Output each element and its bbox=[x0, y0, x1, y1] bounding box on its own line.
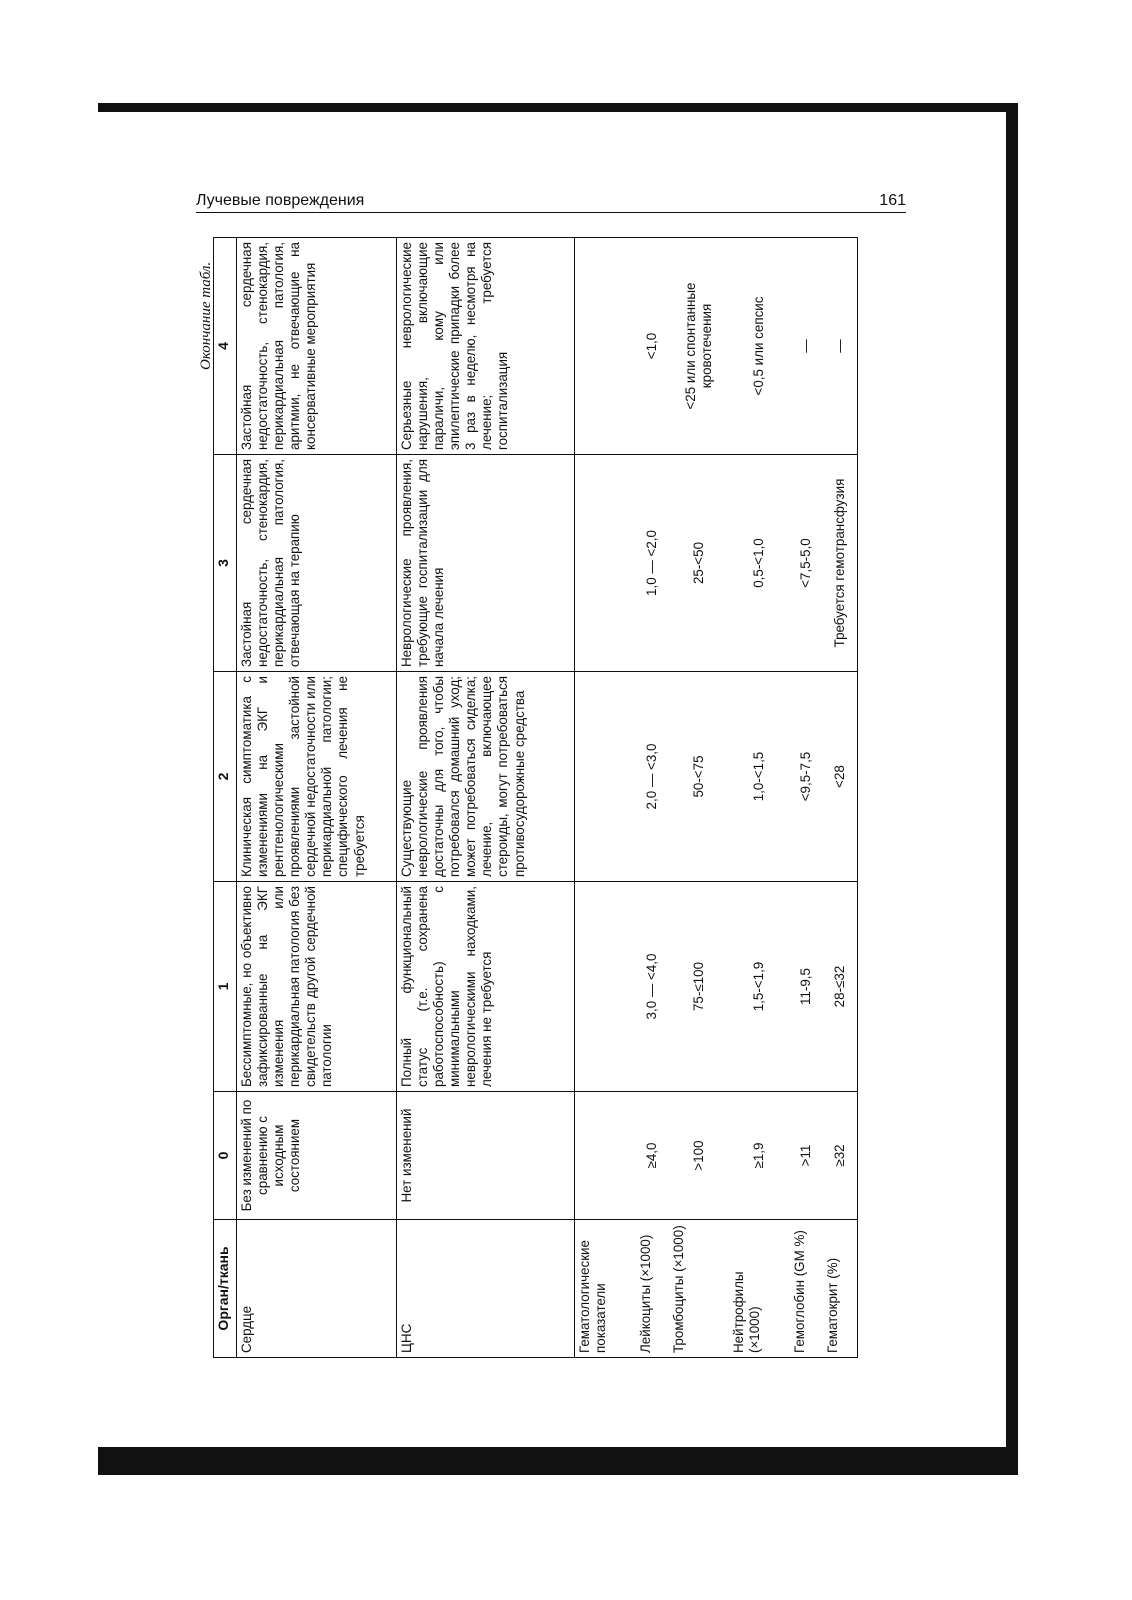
grade-3-cell: Требуется гемотрансфузия bbox=[823, 455, 857, 672]
grade-1-cell: Полный функциональный статус (т.е. сохранена работоспособность) с минимальными неврологическими находками, лечения не требуется bbox=[397, 882, 575, 1092]
running-head bbox=[196, 192, 906, 213]
grade-1-cell: 28-≤32 bbox=[823, 882, 857, 1092]
empty-cell bbox=[575, 882, 636, 1092]
grade-4-cell: <0,5 или сепсис bbox=[729, 238, 789, 455]
empty-cell bbox=[575, 1092, 636, 1220]
grade-3-cell: 1,0 — <2,0 bbox=[636, 455, 669, 672]
grade-1-cell: 11-9,5 bbox=[790, 882, 823, 1092]
grade-0-cell: ≥1,9 bbox=[729, 1092, 789, 1220]
grade-1-cell: 3,0 — <4,0 bbox=[636, 882, 669, 1092]
grade-0-cell: Без изменений по сравнению с исходным состоянием bbox=[237, 1092, 397, 1220]
grade-4-cell: <25 или спонтанные кровотечения bbox=[669, 238, 729, 455]
scan-border-right bbox=[1006, 103, 1018, 1475]
grade-2-cell: <28 bbox=[823, 672, 857, 882]
grade-4-cell: Застойная сердечная недостаточность, стенокардия, перикардиальная патология, аритмии, не отвечающие на консервативные мероприятия bbox=[237, 238, 397, 455]
grade-0-cell: ≥4,0 bbox=[636, 1092, 669, 1220]
grade-3-cell: Неврологические проявления, требующие госпитализации для начала лечения bbox=[397, 455, 575, 672]
grade-1-cell: 75-≤100 bbox=[669, 882, 729, 1092]
organ-cell: Лейкоциты (×1000) bbox=[636, 1220, 669, 1358]
grade-4-cell: <1,0 bbox=[636, 238, 669, 455]
grade-0-cell: ≥32 bbox=[823, 1092, 857, 1220]
table-row-hematocrit bbox=[823, 238, 857, 1358]
header-organ: Орган/ткань bbox=[214, 1220, 237, 1358]
scan-border-bottom bbox=[98, 1447, 1018, 1475]
organ-cell: Гематокрит (%) bbox=[823, 1220, 857, 1358]
empty-cell bbox=[575, 455, 636, 672]
grade-4-cell: — bbox=[790, 238, 823, 455]
grade-4-cell: — bbox=[823, 238, 857, 455]
organ-cell: ЦНС bbox=[397, 1220, 575, 1358]
table-row-neutrophils bbox=[729, 238, 789, 1358]
header-grade-0: 0 bbox=[214, 1092, 237, 1220]
grade-2-cell: <9,5-7,5 bbox=[790, 672, 823, 882]
continuation-text: Окончание табл. bbox=[198, 261, 214, 370]
grade-0-cell: >11 bbox=[790, 1092, 823, 1220]
grading-table bbox=[213, 237, 858, 1358]
hematology-section-row bbox=[575, 238, 636, 1358]
organ-cell: Нейтрофилы (×1000) bbox=[729, 1220, 789, 1358]
grade-2-cell: Существующие неврологические проявления достаточны для того, чтобы потребовался домашний уход; может потребоваться сиделка; лечение, включающее стероиды, могут потребоваться противосудорожные средства bbox=[397, 672, 575, 882]
grade-0-cell: Нет изменений bbox=[397, 1092, 575, 1220]
header-row bbox=[214, 238, 237, 1358]
organ-cell: Гемоглобин (GM %) bbox=[790, 1220, 823, 1358]
table-row-hemoglobin bbox=[790, 238, 823, 1358]
grade-3-cell: 0,5-<1,0 bbox=[729, 455, 789, 672]
grade-3-cell: Застойная сердечная недостаточность, стенокардия, перикардиальная патология, отвечающая на терапию bbox=[237, 455, 397, 672]
scan-border-top bbox=[98, 103, 1018, 112]
header-grade-2: 2 bbox=[214, 672, 237, 882]
grade-0-cell: >100 bbox=[669, 1092, 729, 1220]
hematology-section-label: Гематологические показатели bbox=[575, 1220, 636, 1358]
grade-2-cell: 1,0-<1,5 bbox=[729, 672, 789, 882]
rotated-table-wrapper bbox=[213, 238, 858, 1358]
grade-2-cell: 2,0 — <3,0 bbox=[636, 672, 669, 882]
running-title: Лучевые повреждения bbox=[196, 192, 365, 209]
page-number: 161 bbox=[879, 192, 906, 209]
grade-3-cell: <7,5-5,0 bbox=[790, 455, 823, 672]
grade-2-cell: Клиническая симптоматика с изменениями на ЭКГ и рентгенологическими проявлениями застойной сердечной недостаточности или перикардиальной патологии; специфического лечения не требуется bbox=[237, 672, 397, 882]
empty-cell bbox=[575, 238, 636, 455]
header-grade-4: 4 bbox=[214, 238, 237, 455]
organ-cell: Тромбоциты (×1000) bbox=[669, 1220, 729, 1358]
table-row-leukocytes bbox=[636, 238, 669, 1358]
organ-cell: Сердце bbox=[237, 1220, 397, 1358]
header-grade-1: 1 bbox=[214, 882, 237, 1092]
table-row-heart bbox=[237, 238, 397, 1358]
table-row-cns bbox=[397, 238, 575, 1358]
grade-4-cell: Серьезные неврологические нарушения, включающие параличи, кому или эпилептические припадки более 3 раз в неделю, несмотря на лечение; требуется госпитализация bbox=[397, 238, 575, 455]
table-row-platelets bbox=[669, 238, 729, 1358]
header-grade-3: 3 bbox=[214, 455, 237, 672]
empty-cell bbox=[575, 672, 636, 882]
grade-2-cell: 50-<75 bbox=[669, 672, 729, 882]
grade-3-cell: 25-<50 bbox=[669, 455, 729, 672]
grade-1-cell: 1,5-<1,9 bbox=[729, 882, 789, 1092]
table-frame bbox=[213, 238, 858, 1358]
grade-1-cell: Бессимптомные, но объективно зафиксированные на ЭКГ изменения или перикардиальная патология без свидетельств другой сердечной патологии bbox=[237, 882, 397, 1092]
